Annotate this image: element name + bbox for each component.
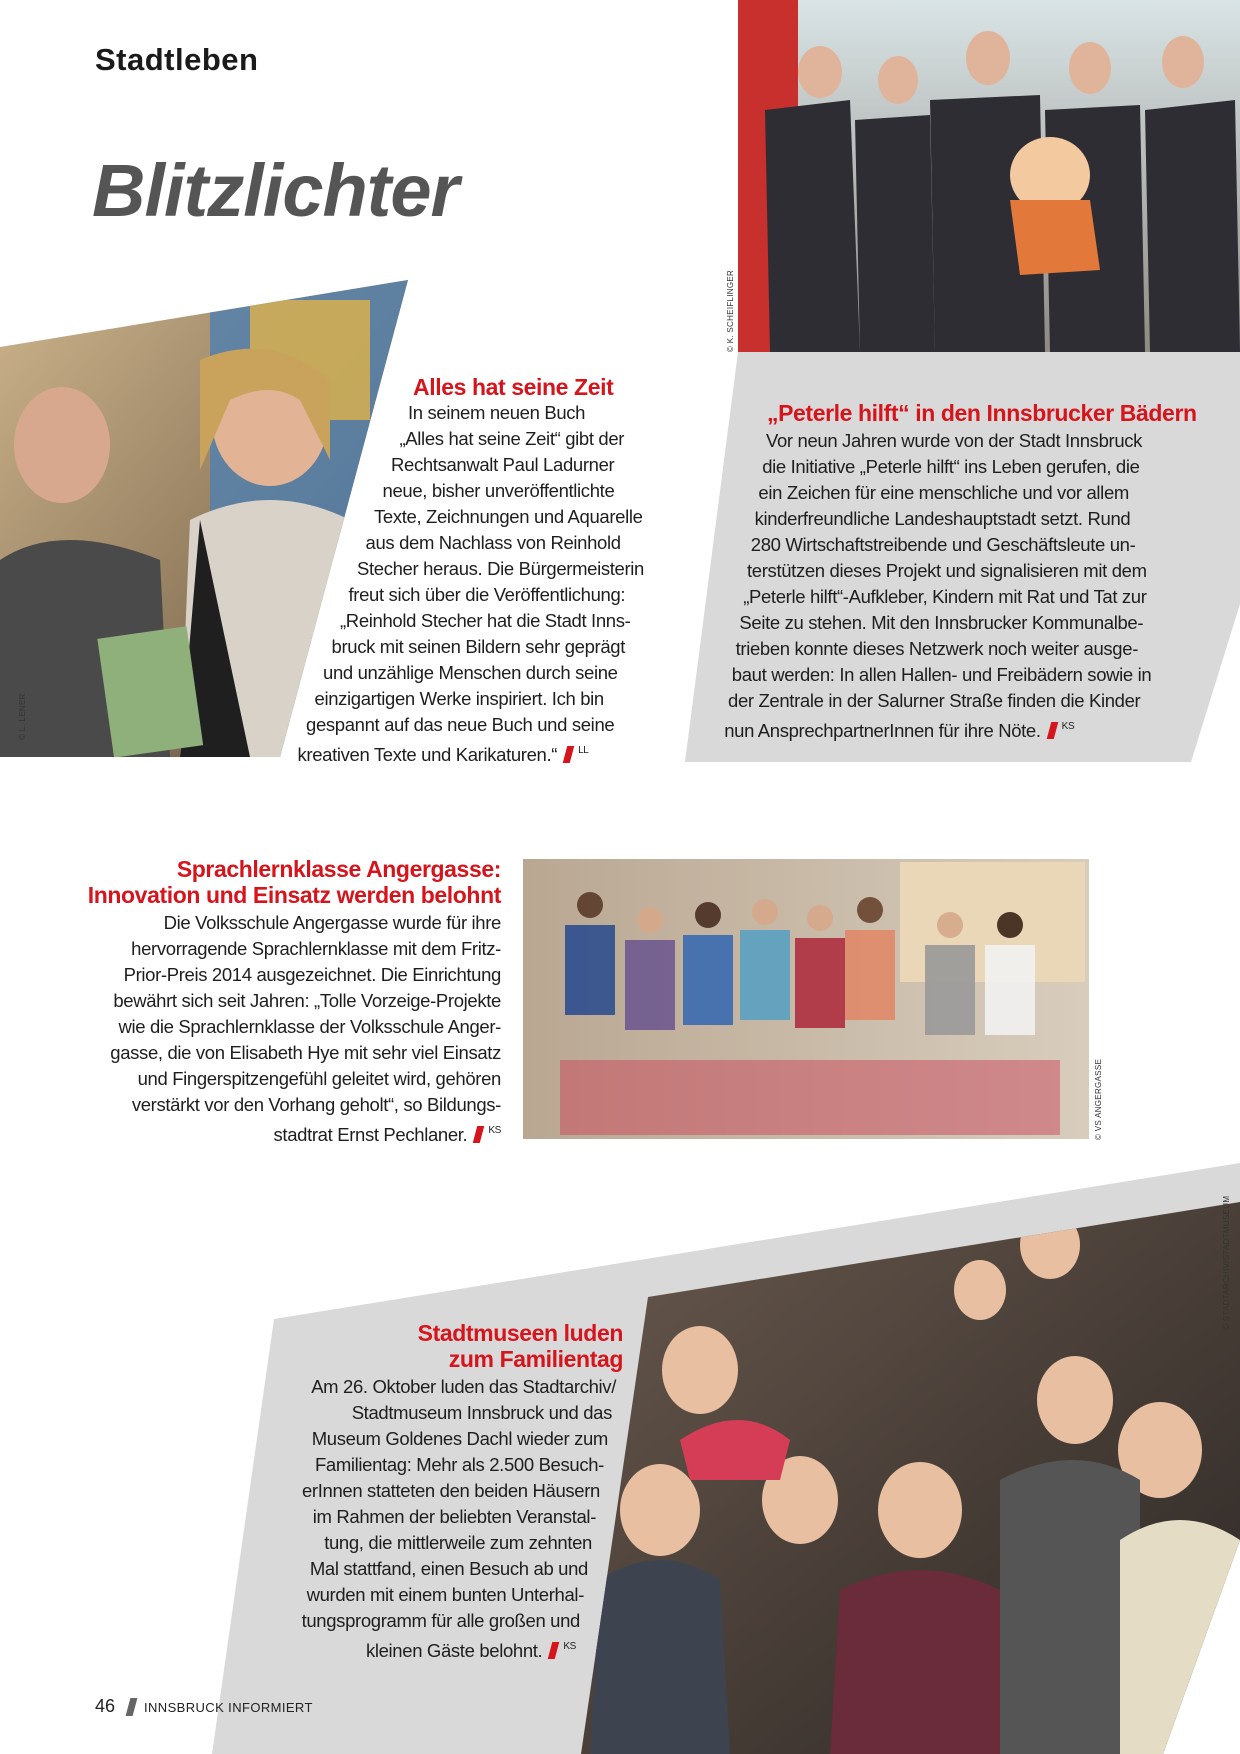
body-text: verstärkt vor den Vorhang geholt“, so Bildungs- <box>131 1094 501 1115</box>
article-body-line <box>313 1504 596 1530</box>
end-mark-icon <box>1046 722 1058 739</box>
article-body-line <box>315 686 604 712</box>
photo-school-class <box>523 859 1089 1139</box>
body-text: Mal stattfand, einen Besuch ab und <box>309 1558 588 1579</box>
body-text: kinderfreundliche Landeshauptstadt setzt. Rund <box>754 508 1131 529</box>
article-body-line <box>366 530 621 556</box>
body-text: Stecher heraus. Die Bürgermeisterin <box>357 558 644 579</box>
body-text: Museum Goldenes Dachl wieder zum <box>311 1428 608 1449</box>
article-body-line <box>110 1040 501 1066</box>
article-body-line <box>323 660 618 686</box>
article-body-line <box>310 1556 588 1582</box>
article-body-line <box>762 454 1139 480</box>
body-text: wurden mit einem bunten Unterhal- <box>306 1584 584 1605</box>
article-body-line <box>332 634 625 660</box>
body-text: baut werden: In allen Hallen- und Freibädern sowie in <box>731 664 1152 685</box>
body-text: „Peterle hilft“-Aufkleber, Kindern mit Rat und Tat zur <box>743 586 1147 607</box>
body-text: Stadtmuseum Innsbruck und das <box>351 1402 612 1423</box>
body-text: bewährt sich seit Jahren: „Tolle Vorzeige-Projekte <box>113 990 501 1011</box>
body-text: Familientag: Mehr als 2.500 Besuch- <box>314 1454 604 1475</box>
article-body-line <box>724 714 1074 744</box>
article-body-line <box>315 1452 604 1478</box>
article-headline: zum Familientag <box>448 1346 623 1372</box>
body-text: kreativen Texte und Karikaturen.“ <box>297 744 558 765</box>
body-text: aus dem Nachlass von Reinhold <box>365 532 621 553</box>
article-body-line <box>311 1374 616 1400</box>
article-body-line <box>164 910 501 936</box>
photo-credit: © VS ANGERGASSE <box>1094 1058 1103 1140</box>
body-text: stadtrat Ernst Pechlaner. <box>273 1124 468 1145</box>
article-body-line <box>302 1608 580 1634</box>
body-text: der Zentrale in der Salurner Straße finden die Kinder <box>728 690 1141 711</box>
body-text: nun AnsprechpartnerInnen für ihre Nöte. <box>724 720 1041 741</box>
author-initials: LL <box>578 745 589 756</box>
article-body-line <box>349 582 626 608</box>
article-body-line <box>124 962 501 988</box>
body-text: neue, bisher unveröffentlichte <box>382 480 615 501</box>
article-body-line <box>383 478 615 504</box>
end-mark-icon <box>548 1642 560 1659</box>
article-body-line <box>138 1066 501 1092</box>
article-body-line <box>312 1426 608 1452</box>
article-body-line <box>766 428 1142 454</box>
body-text: In seinem neuen Buch <box>408 402 586 423</box>
author-initials: KS <box>563 1641 576 1652</box>
body-text: Texte, Zeichnungen und Aquarelle <box>374 506 643 527</box>
body-text: terstützen dieses Projekt und signalisieren mit dem <box>747 560 1147 581</box>
article-body-line <box>132 1092 501 1118</box>
body-text: Am 26. Oktober luden das Stadtarchiv/ <box>311 1376 616 1397</box>
article-body-line <box>113 988 501 1014</box>
article-body-line <box>758 480 1129 506</box>
article-headline: Stadtmuseen luden <box>417 1320 623 1346</box>
author-initials: KS <box>1061 721 1075 732</box>
photo-peterle-group <box>738 0 1240 352</box>
body-text: „Alles hat seine Zeit“ gibt der <box>399 428 625 449</box>
photo-credit: © STADTARCHIV/STADTMUSEUM <box>1222 1195 1231 1330</box>
body-text: ein Zeichen für eine menschliche und vor allem <box>758 482 1129 503</box>
body-text: und unzählige Menschen durch seine <box>323 662 618 683</box>
article-body-line <box>408 400 585 426</box>
article-body-line <box>131 936 501 962</box>
article-body-line <box>352 1400 612 1426</box>
article-body-line <box>728 688 1140 714</box>
end-mark-icon <box>563 746 575 763</box>
article-headline: „Peterle hilft“ in den Innsbrucker Bädern <box>767 400 1197 426</box>
article-body-line <box>751 532 1136 558</box>
article-body-line <box>324 1530 592 1556</box>
article-body-line <box>298 738 589 768</box>
body-text: bruck mit seinen Bildern sehr geprägt <box>331 636 625 657</box>
body-text: Seite zu stehen. Mit den Innsbrucker Kommunalbe- <box>739 612 1144 633</box>
body-text: im Rahmen der beliebten Veranstal- <box>312 1506 596 1527</box>
body-text: freut sich über die Veröffentlichung: <box>348 584 626 605</box>
body-text: einzigartigen Werke inspiriert. Ich bin <box>314 688 604 709</box>
article-body-line <box>340 608 630 634</box>
page-title: Blitzlichter <box>92 149 459 232</box>
author-initials: KS <box>488 1125 501 1136</box>
body-text: gasse, die von Elisabeth Hye mit sehr viel Einsatz <box>110 1042 501 1063</box>
body-text: tungsprogramm für alle großen und <box>301 1610 580 1631</box>
article-body-line <box>747 558 1147 584</box>
page-number: 46 <box>95 1696 116 1716</box>
article-headline: Innovation und Einsatz werden belohnt <box>87 882 501 908</box>
body-text: hervorragende Sprachlernklasse mit dem Fritz- <box>131 938 501 959</box>
body-text: die Initiative „Peterle hilft“ ins Leben gerufen, die <box>762 456 1140 477</box>
article-body-line <box>374 504 643 530</box>
article-body-line <box>391 452 614 478</box>
article-body-line <box>743 584 1146 610</box>
article-body-line <box>755 506 1131 532</box>
body-text: trieben konnte dieses Netzwerk noch weiter ausge- <box>735 638 1139 659</box>
article-body-line <box>118 1014 501 1040</box>
section-label: Stadtleben <box>95 42 259 77</box>
article-body-line <box>739 610 1143 636</box>
publication-name: INNSBRUCK INFORMIERT <box>144 1700 313 1715</box>
article-body-line <box>357 556 644 582</box>
article-body-line <box>307 1582 584 1608</box>
photo-credit: © L. LENER <box>18 693 27 740</box>
body-text: kleinen Gäste belohnt. <box>365 1640 543 1661</box>
body-text: tung, die mittlerweile zum zehnten <box>324 1532 592 1553</box>
body-text: gespannt auf das neue Buch und seine <box>306 714 615 735</box>
body-text: und Fingerspitzengefühl geleitet wird, gehören <box>137 1068 501 1089</box>
body-text: 280 Wirtschaftstreibende und Geschäftsleute un- <box>750 534 1136 555</box>
end-mark-icon <box>473 1126 485 1143</box>
article-body-line <box>306 712 614 738</box>
body-text: Prior-Preis 2014 ausgezeichnet. Die Einrichtung <box>123 964 501 985</box>
article-body-line <box>400 426 625 452</box>
body-text: wie die Sprachlernklasse der Volksschule Anger- <box>118 1016 501 1037</box>
article-body-line <box>302 1478 600 1504</box>
article-body-line <box>736 636 1138 662</box>
photo-credit: © K. SCHEIFLINGER <box>726 269 735 352</box>
body-text: Vor neun Jahren wurde von der Stadt Innsbruck <box>766 430 1143 451</box>
article-headline: Alles hat seine Zeit <box>413 374 614 400</box>
body-text: Rechtsanwalt Paul Ladurner <box>391 454 615 475</box>
article-body-line <box>274 1118 501 1148</box>
body-text: Die Volksschule Angergasse wurde für ihre <box>163 912 501 933</box>
article-headline: Sprachlernklasse Angergasse: <box>176 856 501 882</box>
body-text: erInnen statteten den beiden Häusern <box>301 1480 600 1501</box>
article-body-line <box>366 1634 576 1664</box>
article-body-line <box>732 662 1152 688</box>
body-text: „Reinhold Stecher hat die Stadt Inns- <box>340 610 631 631</box>
